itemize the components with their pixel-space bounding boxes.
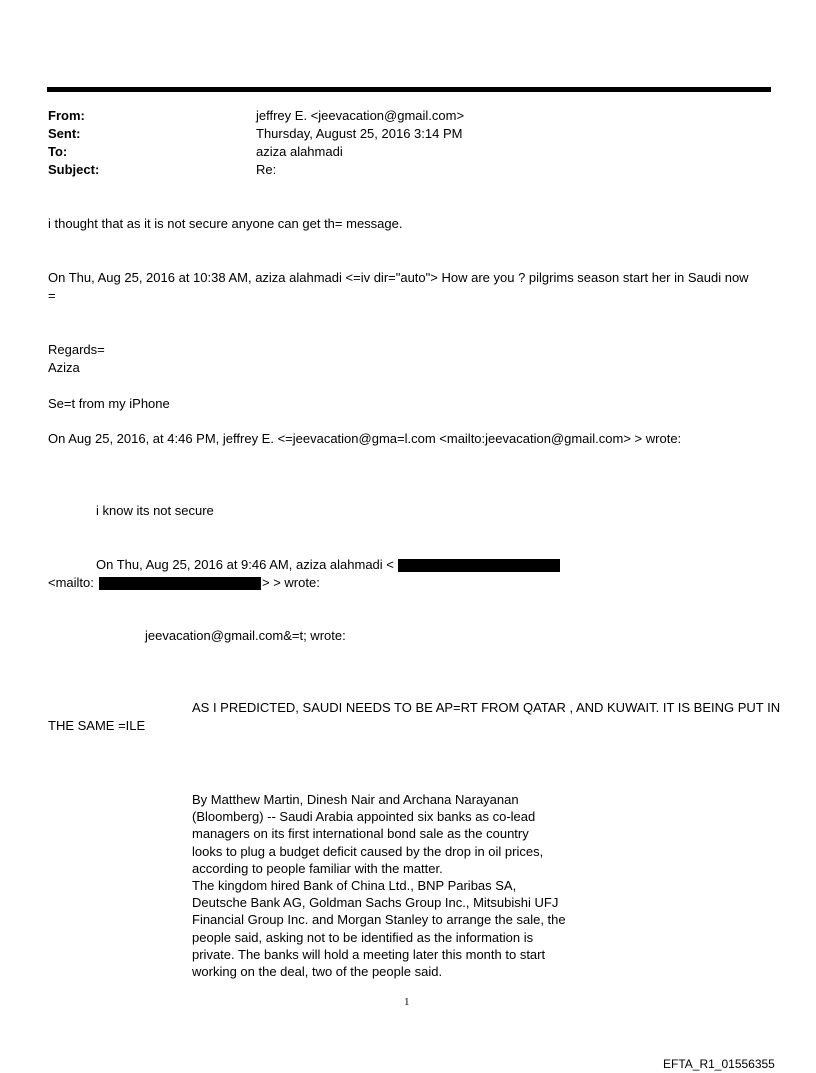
quote2-line-1: On Thu, Aug 25, 2016 at 9:46 AM, aziza alahmadi < <box>96 557 394 572</box>
body-line-1: i thought that as it is not secure anyone can get th= message. <box>48 216 403 231</box>
to-label: To: <box>48 144 68 159</box>
article-line: private. The banks will hold a meeting later this month to start <box>192 946 546 962</box>
article-line: Deutsche Bank AG, Goldman Sachs Group Inc., Mitsubishi UFJ <box>192 895 559 911</box>
article-line: The kingdom hired Bank of China Ltd., BNP Paribas SA, <box>192 878 517 894</box>
predicted-line-1: AS I PREDICTED, SAUDI NEEDS TO BE AP=RT FROM QATAR , AND KUWAIT. IT IS BEING PUT IN <box>192 700 781 715</box>
sent-label: Sent: <box>48 126 81 141</box>
article-line: according to people familiar with the matter. <box>192 860 443 876</box>
article-line: By Matthew Martin, Dinesh Nair and Archana Narayanan <box>192 792 519 807</box>
header-rule <box>47 87 771 92</box>
wrote-line: On Aug 25, 2016, at 4:46 PM, jeffrey E. <=jeevacation@gma=l.com <mailto:jeevacation@gmail.com> > wrote: <box>48 431 682 446</box>
to-value: aziza alahmadi <box>256 144 343 159</box>
article-line: managers on its first international bond sale as the country <box>192 826 529 842</box>
sent-value: Thursday, August 25, 2016 3:14 PM <box>256 126 463 141</box>
article-line: (Bloomberg) -- Saudi Arabia appointed six banks as co-lead <box>192 809 536 825</box>
quote1-line-1: On Thu, Aug 25, 2016 at 10:38 AM, aziza alahmadi <=iv dir="auto"> How are you ? pilgrims season start her in Saudi now <box>48 270 749 285</box>
article-text <box>192 791 592 980</box>
predicted-line-2: THE SAME =ILE <box>48 718 146 733</box>
signature: Aziza <box>48 360 80 375</box>
article-line: looks to plug a budget deficit caused by the drop in oil prices, <box>192 843 544 859</box>
sent-from-iphone: Se=t from my iPhone <box>48 396 170 411</box>
quote1-line-2: = <box>48 288 56 303</box>
not-secure-line: i know its not secure <box>96 503 214 518</box>
from-label: From: <box>48 108 85 123</box>
subject-value: Re: <box>256 162 277 177</box>
redaction-bar <box>398 559 560 572</box>
page-number: 1 <box>404 996 410 1008</box>
quote2-wrote: > > wrote: <box>262 575 320 590</box>
subject-label: Subject: <box>48 162 100 177</box>
quote2-mailto: <mailto: <box>48 575 94 590</box>
from-value: jeffrey E. <jeevacation@gmail.com> <box>256 108 465 123</box>
article-line: Financial Group Inc. and Morgan Stanley to arrange the sale, the <box>192 912 566 928</box>
jeevacation-wrote: jeevacation@gmail.com&=t; wrote: <box>145 628 346 643</box>
article-line: people said, asking not to be identified as the information is <box>192 929 534 945</box>
redaction-bar <box>99 577 261 590</box>
bates-number: EFTA_R1_01556355 <box>663 1057 775 1071</box>
regards: Regards= <box>48 342 105 357</box>
article-line: working on the deal, two of the people said. <box>192 964 443 980</box>
